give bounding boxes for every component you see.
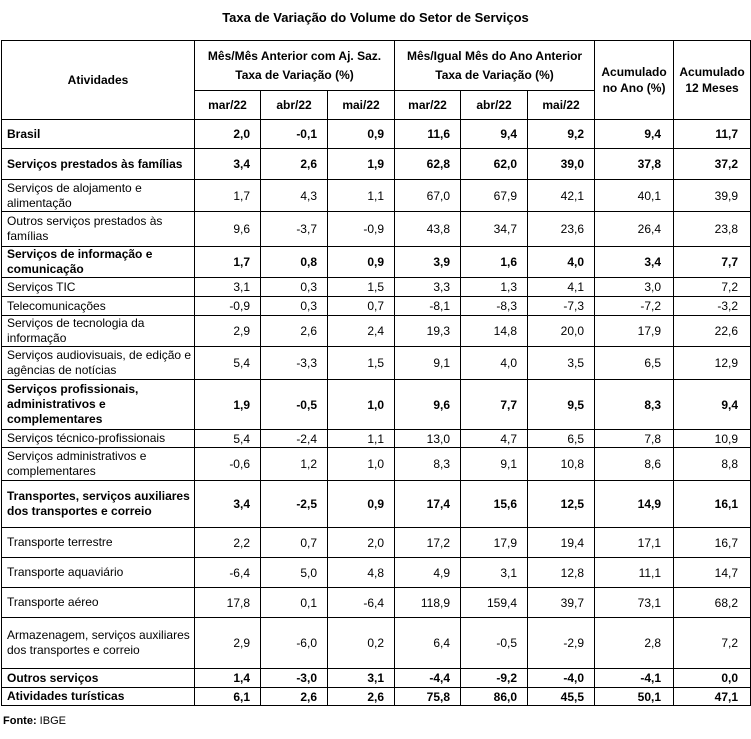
value-cell: 3,5 — [528, 347, 595, 380]
value-cell: -6,4 — [195, 558, 261, 588]
table-title: Taxa de Variação do Volume do Setor de Serviços — [222, 10, 529, 25]
value-cell: -3,3 — [261, 347, 328, 380]
activity-name: Transporte aéreo — [2, 588, 195, 618]
value-cell: 9,5 — [528, 380, 595, 430]
value-cell: 1,9 — [195, 380, 261, 430]
value-cell: 7,2 — [674, 618, 751, 669]
value-cell: 0,1 — [261, 588, 328, 618]
table-body — [2, 120, 751, 706]
value-cell: -3,7 — [261, 212, 328, 247]
value-cell: 1,1 — [328, 180, 395, 212]
value-cell: 9,1 — [395, 347, 461, 380]
value-cell: 1,6 — [461, 247, 528, 278]
value-cell: 14,7 — [674, 558, 751, 588]
value-cell: 45,5 — [528, 688, 595, 706]
table-row — [2, 180, 751, 212]
value-cell: 7,7 — [461, 380, 528, 430]
header-acum-12-line2: 12 Meses — [685, 81, 739, 95]
value-cell: -2,4 — [261, 430, 328, 448]
value-cell: 20,0 — [528, 316, 595, 347]
value-cell: 12,5 — [528, 481, 595, 528]
value-cell: -7,2 — [595, 297, 674, 316]
value-cell: 6,4 — [395, 618, 461, 669]
value-cell: 1,0 — [328, 448, 395, 481]
activity-name: Atividades turísticas — [2, 688, 195, 706]
activity-name: Serviços audiovisuais, de edição e agências de notícias — [2, 347, 195, 380]
value-cell: -9,2 — [461, 669, 528, 688]
activity-name: Serviços TIC — [2, 278, 195, 297]
value-cell: 19,4 — [528, 528, 595, 558]
value-cell: 2,9 — [195, 316, 261, 347]
value-cell: 4,8 — [328, 558, 395, 588]
value-cell: 73,1 — [595, 588, 674, 618]
table-row — [2, 528, 751, 558]
value-cell: 1,3 — [461, 278, 528, 297]
value-cell: 11,1 — [595, 558, 674, 588]
value-cell: 17,1 — [595, 528, 674, 558]
header-group-month-over-month — [195, 41, 395, 91]
value-cell: 23,8 — [674, 212, 751, 247]
value-cell: 39,0 — [528, 149, 595, 180]
value-cell: 4,0 — [461, 347, 528, 380]
value-cell: 1,9 — [328, 149, 395, 180]
value-cell: 1,0 — [328, 380, 395, 430]
value-cell: 2,8 — [595, 618, 674, 669]
source-value: IBGE — [39, 715, 66, 727]
value-cell: 67,9 — [461, 180, 528, 212]
activity-name: Serviços prestados às famílias — [2, 149, 195, 180]
activity-name: Serviços profissionais, administrativos e complementares — [2, 380, 195, 430]
value-cell: 9,6 — [195, 212, 261, 247]
value-cell: 1,1 — [328, 430, 395, 448]
value-cell: 9,4 — [461, 120, 528, 149]
value-cell: 8,6 — [595, 448, 674, 481]
services-volume-table — [1, 40, 751, 706]
value-cell: 6,5 — [528, 430, 595, 448]
activity-name: Serviços de alojamento e alimentação — [2, 180, 195, 212]
header-month: mar/22 — [195, 91, 261, 120]
value-cell: 4,7 — [461, 430, 528, 448]
value-cell: 0,3 — [261, 278, 328, 297]
value-cell: 13,0 — [395, 430, 461, 448]
table-row — [2, 120, 751, 149]
value-cell: -0,5 — [261, 380, 328, 430]
value-cell: 7,2 — [674, 278, 751, 297]
value-cell: 3,4 — [595, 247, 674, 278]
activity-name: Outros serviços prestados às famílias — [2, 212, 195, 247]
value-cell: 3,1 — [461, 558, 528, 588]
header-month: mai/22 — [328, 91, 395, 120]
value-cell: -4,1 — [595, 669, 674, 688]
value-cell: 4,3 — [261, 180, 328, 212]
activity-name: Serviços de tecnologia da informação — [2, 316, 195, 347]
value-cell: 0,3 — [261, 297, 328, 316]
value-cell: 34,7 — [461, 212, 528, 247]
value-cell: 3,1 — [195, 278, 261, 297]
activity-name: Serviços técnico-profissionais — [2, 430, 195, 448]
value-cell: -0,5 — [461, 618, 528, 669]
value-cell: 10,8 — [528, 448, 595, 481]
value-cell: 0,7 — [328, 297, 395, 316]
value-cell: 17,4 — [395, 481, 461, 528]
value-cell: 5,4 — [195, 430, 261, 448]
activity-name: Telecomunicações — [2, 297, 195, 316]
value-cell: -2,9 — [528, 618, 595, 669]
value-cell: 37,8 — [595, 149, 674, 180]
value-cell: 7,7 — [674, 247, 751, 278]
header-month: mai/22 — [528, 91, 595, 120]
header-month: abr/22 — [461, 91, 528, 120]
value-cell: -7,3 — [528, 297, 595, 316]
value-cell: -0,6 — [195, 448, 261, 481]
value-cell: 9,4 — [595, 120, 674, 149]
activity-name: Brasil — [2, 120, 195, 149]
value-cell: 3,9 — [395, 247, 461, 278]
value-cell: 2,6 — [328, 688, 395, 706]
value-cell: 68,2 — [674, 588, 751, 618]
value-cell: 17,9 — [461, 528, 528, 558]
value-cell: 62,8 — [395, 149, 461, 180]
value-cell: 3,3 — [395, 278, 461, 297]
value-cell: 1,7 — [195, 247, 261, 278]
header-acum-12-line1: Acumulado — [679, 65, 745, 79]
value-cell: 0,7 — [261, 528, 328, 558]
activity-name: Outros serviços — [2, 669, 195, 688]
activity-name: Transporte terrestre — [2, 528, 195, 558]
value-cell: 1,2 — [261, 448, 328, 481]
value-cell: 2,2 — [195, 528, 261, 558]
value-cell: 22,6 — [674, 316, 751, 347]
value-cell: 5,4 — [195, 347, 261, 380]
value-cell: 75,8 — [395, 688, 461, 706]
value-cell: 19,3 — [395, 316, 461, 347]
value-cell: 26,4 — [595, 212, 674, 247]
value-cell: 1,4 — [195, 669, 261, 688]
value-cell: 62,0 — [461, 149, 528, 180]
header-acum-ano-line2: no Ano (%) — [602, 81, 666, 95]
value-cell: 3,4 — [195, 149, 261, 180]
table-row — [2, 448, 751, 481]
value-cell: 3,1 — [328, 669, 395, 688]
value-cell: 1,5 — [328, 278, 395, 297]
value-cell: 8,3 — [395, 448, 461, 481]
value-cell: -0,1 — [261, 120, 328, 149]
header-group2-line2: Taxa de Variação (%) — [435, 67, 554, 82]
value-cell: -4,4 — [395, 669, 461, 688]
value-cell: 9,6 — [395, 380, 461, 430]
value-cell: 4,9 — [395, 558, 461, 588]
value-cell: 23,6 — [528, 212, 595, 247]
value-cell: 1,7 — [195, 180, 261, 212]
table-row — [2, 316, 751, 347]
value-cell: 14,8 — [461, 316, 528, 347]
value-cell: 118,9 — [395, 588, 461, 618]
value-cell: 14,9 — [595, 481, 674, 528]
value-cell: 37,2 — [674, 149, 751, 180]
value-cell: 9,2 — [528, 120, 595, 149]
table-row — [2, 481, 751, 528]
value-cell: 3,4 — [195, 481, 261, 528]
activity-name: Armazenagem, serviços auxiliares dos transportes e correio — [2, 618, 195, 669]
value-cell: 0,2 — [328, 618, 395, 669]
header-group1-line1: Mês/Mês Anterior com Aj. Saz. — [207, 48, 382, 63]
value-cell: -3,0 — [261, 669, 328, 688]
table-row — [2, 212, 751, 247]
table-row — [2, 247, 751, 278]
header-group1-line2: Taxa de Variação (%) — [235, 67, 354, 82]
header-accumulated-12-months — [674, 41, 751, 120]
value-cell: 8,3 — [595, 380, 674, 430]
value-cell: 159,4 — [461, 588, 528, 618]
table-row — [2, 558, 751, 588]
value-cell: 4,1 — [528, 278, 595, 297]
table-row — [2, 669, 751, 688]
table-row — [2, 297, 751, 316]
value-cell: 17,2 — [395, 528, 461, 558]
activity-name: Transporte aquaviário — [2, 558, 195, 588]
value-cell: 16,1 — [674, 481, 751, 528]
table-row — [2, 347, 751, 380]
value-cell: 2,9 — [195, 618, 261, 669]
value-cell: 7,8 — [595, 430, 674, 448]
value-cell: 40,1 — [595, 180, 674, 212]
header-acum-ano-line1: Acumulado — [601, 65, 667, 79]
header-month: mar/22 — [395, 91, 461, 120]
value-cell: -6,0 — [261, 618, 328, 669]
value-cell: 0,9 — [328, 247, 395, 278]
table-row — [2, 430, 751, 448]
value-cell: 17,9 — [595, 316, 674, 347]
value-cell: 2,0 — [195, 120, 261, 149]
value-cell: 12,9 — [674, 347, 751, 380]
value-cell: 50,1 — [595, 688, 674, 706]
value-cell: 39,9 — [674, 180, 751, 212]
value-cell: 86,0 — [461, 688, 528, 706]
value-cell: 47,1 — [674, 688, 751, 706]
value-cell: 0,8 — [261, 247, 328, 278]
activity-name: Serviços administrativos e complementares — [2, 448, 195, 481]
header-month: abr/22 — [261, 91, 328, 120]
value-cell: 3,0 — [595, 278, 674, 297]
value-cell: -4,0 — [528, 669, 595, 688]
value-cell: 2,6 — [261, 688, 328, 706]
table-row — [2, 688, 751, 706]
value-cell: 5,0 — [261, 558, 328, 588]
value-cell: -0,9 — [195, 297, 261, 316]
value-cell: 17,8 — [195, 588, 261, 618]
source-note — [3, 715, 66, 727]
value-cell: 1,5 — [328, 347, 395, 380]
value-cell: 2,6 — [261, 149, 328, 180]
value-cell: 11,7 — [674, 120, 751, 149]
activity-name: Serviços de informação e comunicação — [2, 247, 195, 278]
value-cell: 15,6 — [461, 481, 528, 528]
value-cell: 43,8 — [395, 212, 461, 247]
value-cell: -3,2 — [674, 297, 751, 316]
value-cell: -8,3 — [461, 297, 528, 316]
header-accumulated-year — [595, 41, 674, 120]
value-cell: -0,9 — [328, 212, 395, 247]
value-cell: 39,7 — [528, 588, 595, 618]
value-cell: 9,1 — [461, 448, 528, 481]
value-cell: 2,0 — [328, 528, 395, 558]
source-label: Fonte: — [3, 715, 37, 727]
table-row — [2, 278, 751, 297]
value-cell: 2,4 — [328, 316, 395, 347]
value-cell: -6,4 — [328, 588, 395, 618]
value-cell: 0,0 — [674, 669, 751, 688]
value-cell: 0,9 — [328, 481, 395, 528]
value-cell: 6,1 — [195, 688, 261, 706]
value-cell: 6,5 — [595, 347, 674, 380]
value-cell: 16,7 — [674, 528, 751, 558]
table-row — [2, 149, 751, 180]
value-cell: 12,8 — [528, 558, 595, 588]
table-row — [2, 380, 751, 430]
value-cell: 10,9 — [674, 430, 751, 448]
header-group-year-over-year — [395, 41, 595, 91]
table-row — [2, 588, 751, 618]
value-cell: 2,6 — [261, 316, 328, 347]
value-cell: 67,0 — [395, 180, 461, 212]
value-cell: 11,6 — [395, 120, 461, 149]
value-cell: 0,9 — [328, 120, 395, 149]
value-cell: -8,1 — [395, 297, 461, 316]
value-cell: -2,5 — [261, 481, 328, 528]
table-row — [2, 618, 751, 669]
header-atividades: Atividades — [2, 41, 195, 120]
value-cell: 8,8 — [674, 448, 751, 481]
activity-name: Transportes, serviços auxiliares dos transportes e correio — [2, 481, 195, 528]
value-cell: 4,0 — [528, 247, 595, 278]
value-cell: 9,4 — [674, 380, 751, 430]
header-group2-line1: Mês/Igual Mês do Ano Anterior — [406, 48, 583, 63]
value-cell: 42,1 — [528, 180, 595, 212]
